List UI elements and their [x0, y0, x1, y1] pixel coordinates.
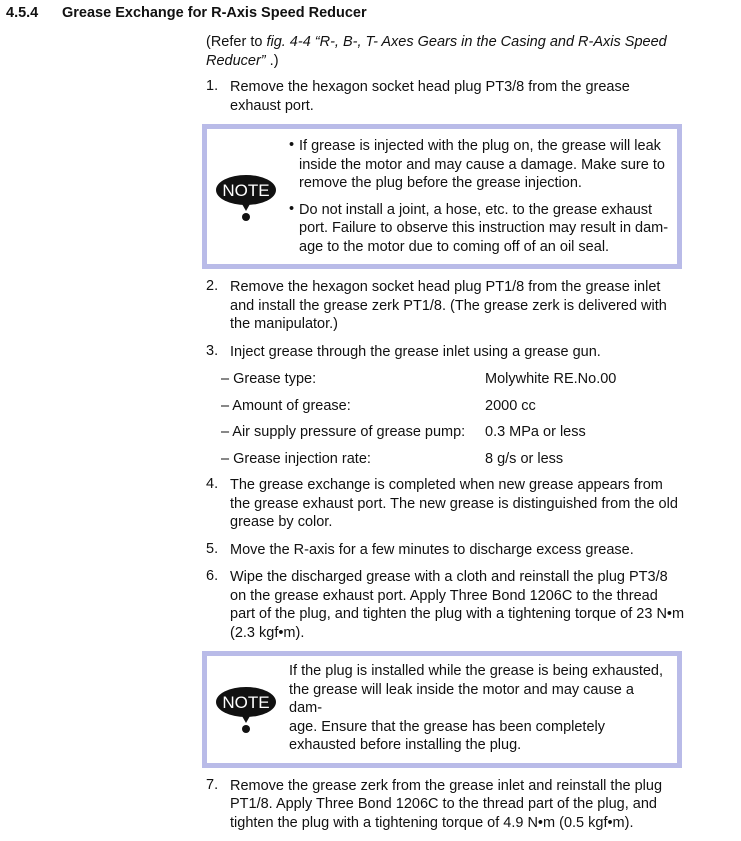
- note-label: NOTE: [222, 693, 270, 713]
- step-number: 5.: [206, 540, 219, 557]
- note-box-2: [202, 651, 682, 768]
- step-number: 2.: [206, 278, 219, 294]
- note-box-1: [202, 124, 682, 269]
- spec-value: 8 g/s or less: [485, 450, 564, 467]
- note-text: the grease will leak inside the motor and may cause a dam-: [289, 681, 634, 716]
- step-number: 3.: [206, 342, 219, 359]
- step-number: 7.: [206, 776, 219, 793]
- figure-link[interactable]: fig. 4-4 “R-, B-, T- Axes Gears in the Casing and R-Axis Speed: [266, 34, 667, 50]
- spec-value: 0.3 MPa or less: [485, 424, 586, 440]
- step-text: and install the grease zerk PT1/8. (The grease zerk is delivered with: [230, 297, 667, 314]
- step-3: [206, 343, 706, 362]
- note-icon: [215, 682, 277, 736]
- step-text: part of the plug, and tighten the plug with a tightening torque of 23 N•m: [230, 606, 685, 622]
- spec-row: [221, 423, 706, 442]
- note-text: remove the plug before the grease injection.: [299, 175, 582, 191]
- step-text: Inject grease through the grease inlet using a grease gun.: [230, 343, 601, 360]
- note-text: inside the motor and may cause a damage. Make sure to: [299, 156, 665, 173]
- note-text: Do not install a joint, a hose, etc. to the grease exhaust: [299, 201, 653, 218]
- step-text: the grease exhaust port. The new grease is distinguished from the old: [230, 495, 678, 512]
- step-text: Wipe the discharged grease with a cloth and reinstall the plug PT3/8: [230, 569, 668, 585]
- ref-open: (Refer to: [206, 34, 267, 50]
- note-text: If grease is injected with the plug on, the grease will leak: [299, 138, 661, 154]
- step-text: grease by color.: [230, 514, 333, 530]
- step-number: 1.: [206, 78, 219, 94]
- figure-reference: [206, 33, 706, 70]
- spec-value: Molywhite RE.No.00: [485, 371, 617, 387]
- step-2: [206, 278, 706, 334]
- step-text: exhaust port.: [230, 97, 314, 114]
- note-label: NOTE: [222, 180, 270, 200]
- step-text: (2.3 kgf•m).: [230, 624, 305, 641]
- section-number: 4.5.4: [6, 5, 39, 21]
- note-text: exhausted before installing the plug.: [289, 737, 522, 753]
- body-column: [206, 33, 706, 841]
- step-text: Remove the hexagon socket head plug PT3/8 from the grease: [230, 79, 630, 95]
- ref-close: .): [265, 52, 279, 69]
- note-text: age to the motor due to coming off of an oil seal.: [299, 238, 610, 255]
- note-text: port. Failure to observe this instruction may result in dam-: [299, 220, 669, 236]
- step-text: Remove the hexagon socket head plug PT1/8 from the grease inlet: [230, 279, 661, 295]
- step-5: [206, 541, 706, 560]
- note-text: age. Ensure that the grease has been completely: [289, 718, 605, 735]
- note-bullet: [289, 137, 669, 193]
- step-1: [206, 78, 706, 115]
- spec-label: – Amount of grease:: [221, 397, 351, 414]
- step-4: [206, 476, 706, 532]
- spec-label: – Air supply pressure of grease pump:: [221, 424, 466, 440]
- step-text: Move the R-axis for a few minutes to discharge excess grease.: [230, 541, 634, 558]
- spec-label: – Grease type:: [221, 371, 317, 387]
- section-heading: [6, 5, 367, 21]
- spec-row: [221, 397, 706, 416]
- step-text: The grease exchange is completed when new grease appears from: [230, 477, 663, 493]
- note-bullet: [289, 201, 669, 257]
- step-7: [206, 777, 706, 833]
- spec-row: [221, 370, 706, 389]
- grease-spec-list: [206, 370, 706, 468]
- step-number: 6.: [206, 568, 219, 584]
- step-text: Remove the grease zerk from the grease inlet and reinstall the plug: [230, 777, 663, 794]
- step-text: tighten the plug with a tightening torque of 4.9 N•m (0.5 kgf•m).: [230, 814, 634, 831]
- figure-link-cont[interactable]: Reducer”: [206, 52, 266, 69]
- step-6: [206, 568, 706, 642]
- note-icon: [215, 170, 277, 224]
- bullet-glyph: •: [289, 200, 295, 217]
- spec-value: 2000 cc: [485, 397, 536, 414]
- spec-row: [221, 450, 706, 469]
- section-title: Grease Exchange for R-Axis Speed Reducer: [62, 5, 367, 21]
- note-text: If the plug is installed while the grease is being exhausted,: [289, 663, 664, 679]
- step-text: PT1/8. Apply Three Bond 1206C to the thread part of the plug, and: [230, 796, 657, 812]
- bullet-glyph: •: [289, 137, 295, 153]
- step-text: the manipulator.): [230, 316, 339, 332]
- step-number: 4.: [206, 476, 219, 492]
- step-text: on the grease exhaust port. Apply Three Bond 1206C to the thread: [230, 587, 658, 604]
- spec-label: – Grease injection rate:: [221, 450, 371, 467]
